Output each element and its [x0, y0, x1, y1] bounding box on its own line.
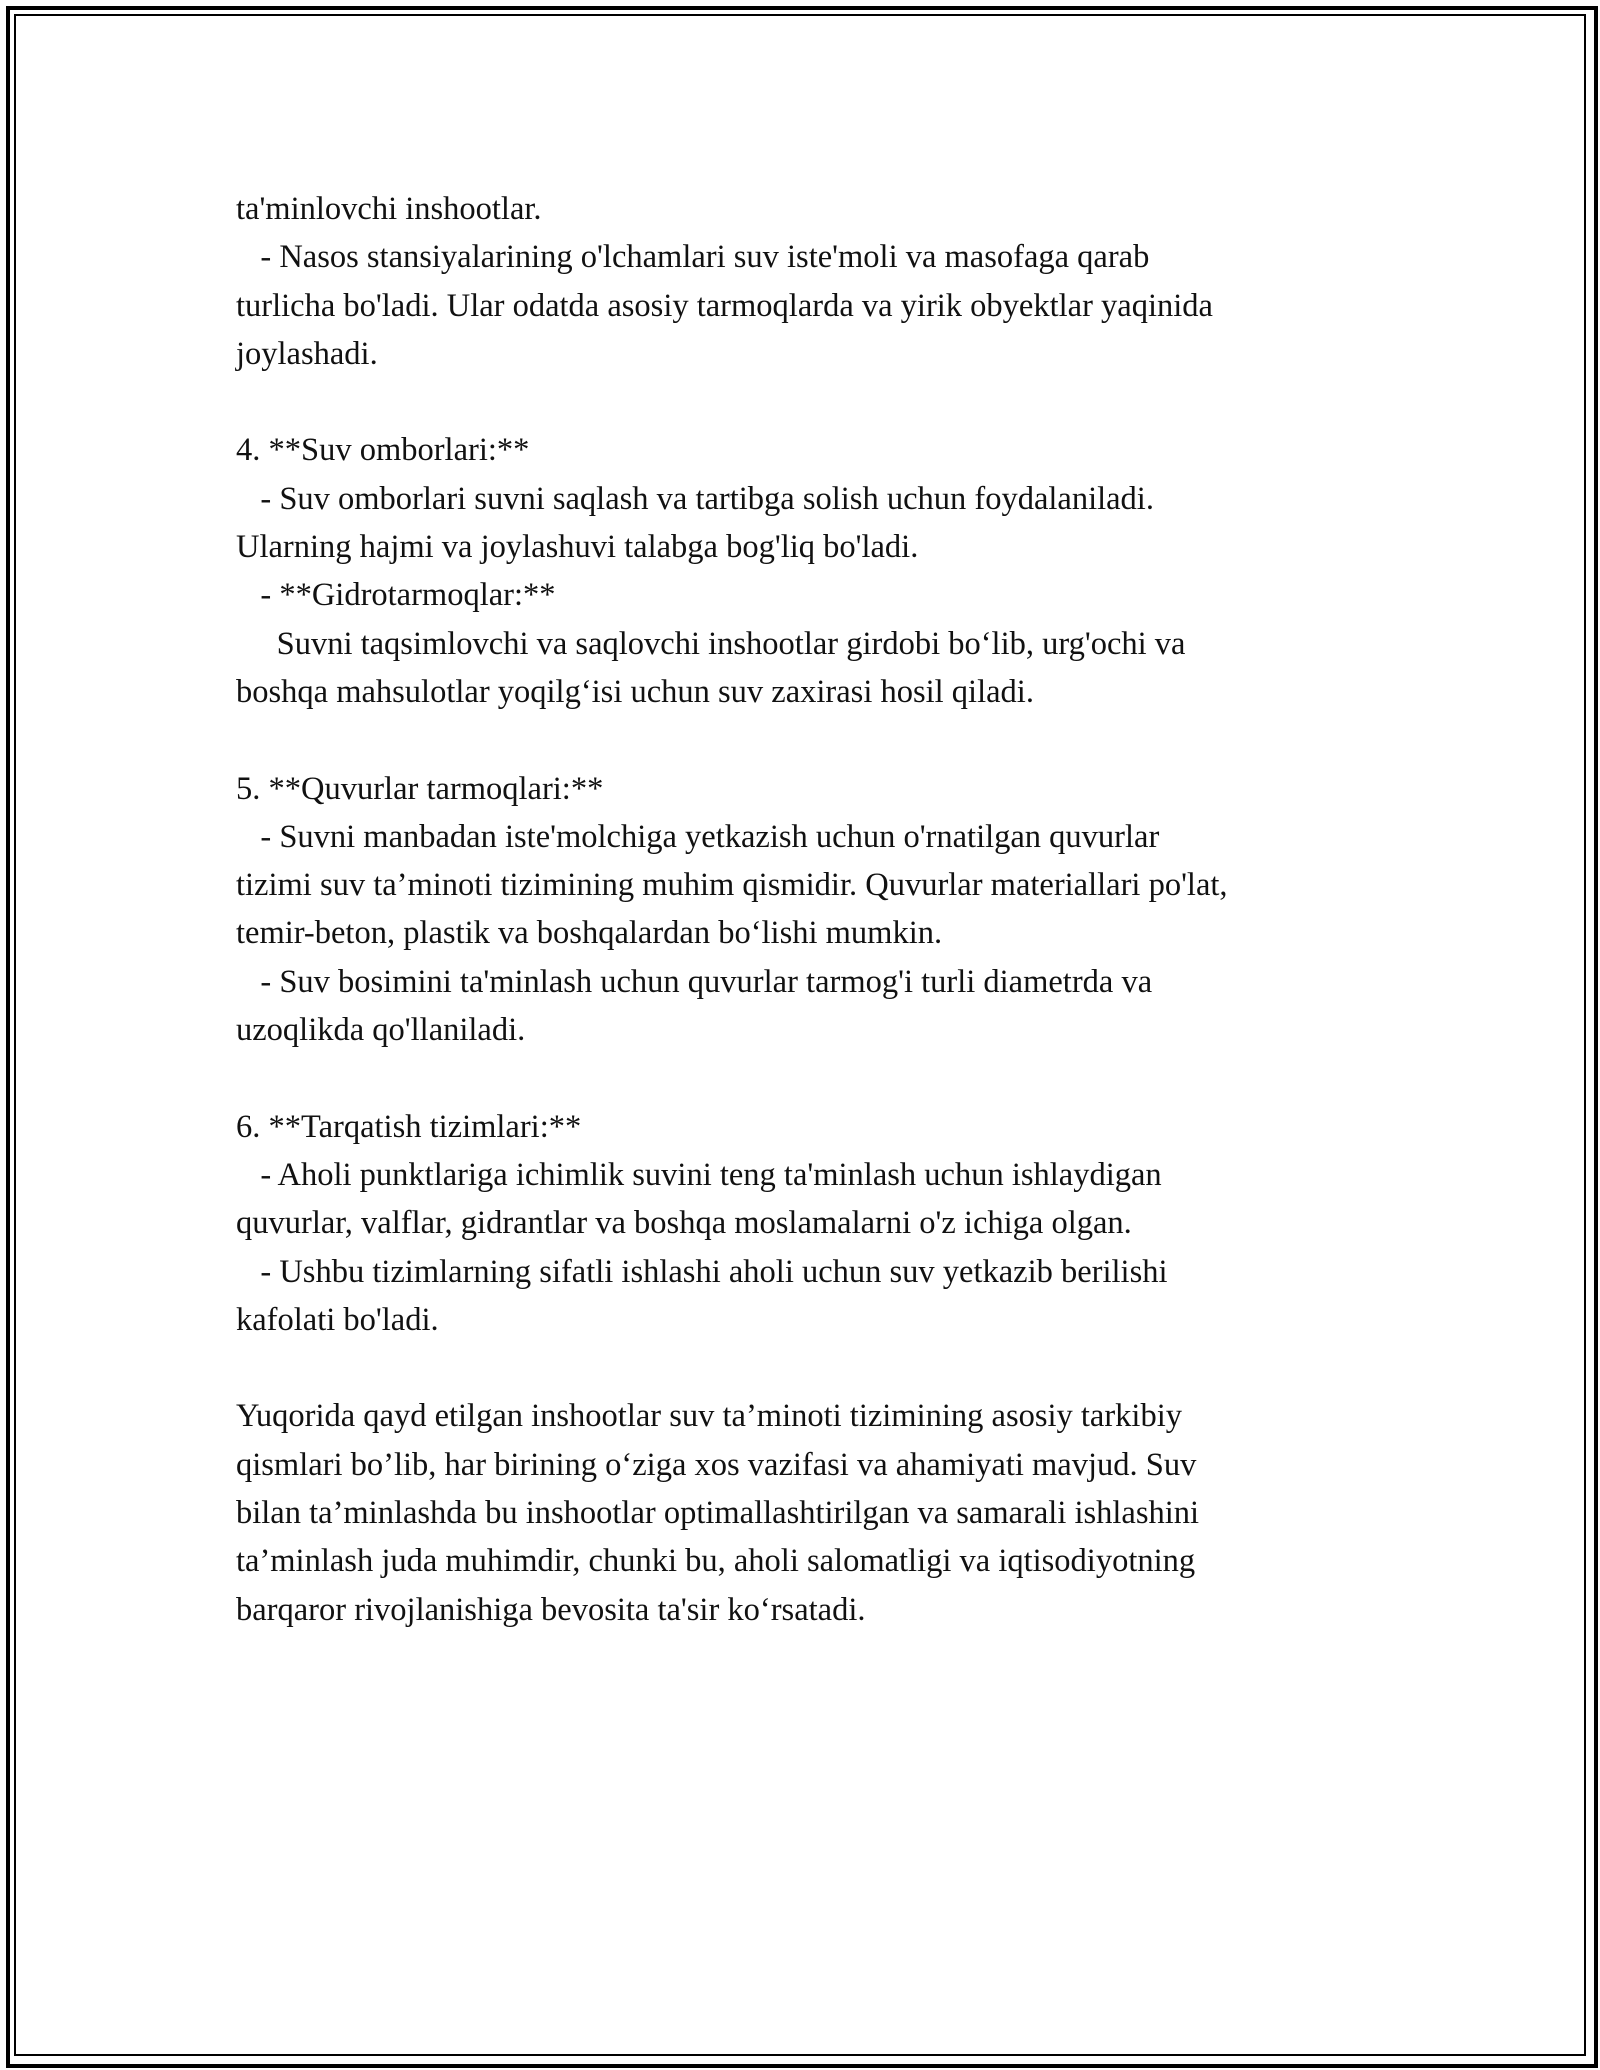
text-line: - Suvni manbadan iste'molchiga yetkazish uchun o'rnatilgan quvurlar	[236, 818, 1160, 855]
text-line: tizimi suv ta’minoti tizimining muhim qismidir. Quvurlar materiallari po'lat,	[236, 867, 1228, 904]
text-line: - **Gidrotarmoqlar:**	[236, 577, 556, 614]
text-line: - Ushbu tizimlarning sifatli ishlashi aholi uchun suv yetkazib berilishi	[236, 1253, 1168, 1290]
text-line: turlicha bo'ladi. Ular odatda asosiy tarmoqlarda va yirik obyektlar yaqinida	[236, 287, 1213, 324]
document-body	[236, 185, 1396, 1634]
blank-line	[236, 1054, 1396, 1102]
text-line: Ularning hajmi va joylashuvi talabga bog'liq bo'ladi.	[236, 529, 919, 566]
conclusion-line: bilan ta’minlashda bu inshootlar optimallashtirilgan va samarali ishlashini	[236, 1495, 1200, 1532]
conclusion-line: ta’minlash juda muhimdir, chunki bu, aholi salomatligi va iqtisodiyotning	[236, 1543, 1196, 1580]
conclusion-line: barqaror rivojlanishiga bevosita ta'sir ko‘rsatadi.	[236, 1591, 866, 1628]
conclusion-line: Yuqorida qayd etilgan inshootlar suv ta’minoti tizimining asosiy tarkibiy	[236, 1398, 1182, 1435]
text-line: temir-beton, plastik va boshqalardan bo‘lishi mumkin.	[236, 915, 943, 952]
blank-line	[236, 1344, 1396, 1392]
blank-line	[236, 716, 1396, 764]
text-line: quvurlar, valflar, gidrantlar va boshqa moslamalarni o'z ichiga olgan.	[236, 1205, 1132, 1242]
section-heading: 4. **Suv omborlari:**	[236, 432, 530, 469]
text-line: - Aholi punktlariga ichimlik suvini teng ta'minlash uchun ishlaydigan	[236, 1156, 1162, 1193]
text-line: - Nasos stansiyalarining o'lchamlari suv iste'moli va masofaga qarab	[236, 239, 1150, 276]
text-line: - Suv omborlari suvni saqlash va tartibga solish uchun foydalaniladi.	[236, 480, 1154, 517]
text-line: kafolati bo'ladi.	[236, 1301, 439, 1338]
text-line: ta'minlovchi inshootlar.	[236, 191, 542, 227]
section-heading: 5. **Quvurlar tarmoqlari:**	[236, 770, 604, 807]
text-line: joylashadi.	[236, 335, 378, 372]
blank-line	[236, 378, 1396, 426]
text-line: - Suv bosimini ta'minlash uchun quvurlar tarmog'i turli diametrda va	[236, 963, 1153, 1000]
text-line: Suvni taqsimlovchi va saqlovchi inshootlar girdobi bo‘lib, urg'ochi va	[236, 625, 1186, 662]
text-line: uzoqlikda qo'llaniladi.	[236, 1012, 526, 1049]
conclusion-line: qismlari bo’lib, har birining o‘ziga xos vazifasi va ahamiyati mavjud. Suv	[236, 1446, 1197, 1483]
text-line: boshqa mahsulotlar yoqilg‘isi uchun suv zaxirasi hosil qiladi.	[236, 673, 1034, 710]
section-heading: 6. **Tarqatish tizimlari:**	[236, 1108, 582, 1145]
